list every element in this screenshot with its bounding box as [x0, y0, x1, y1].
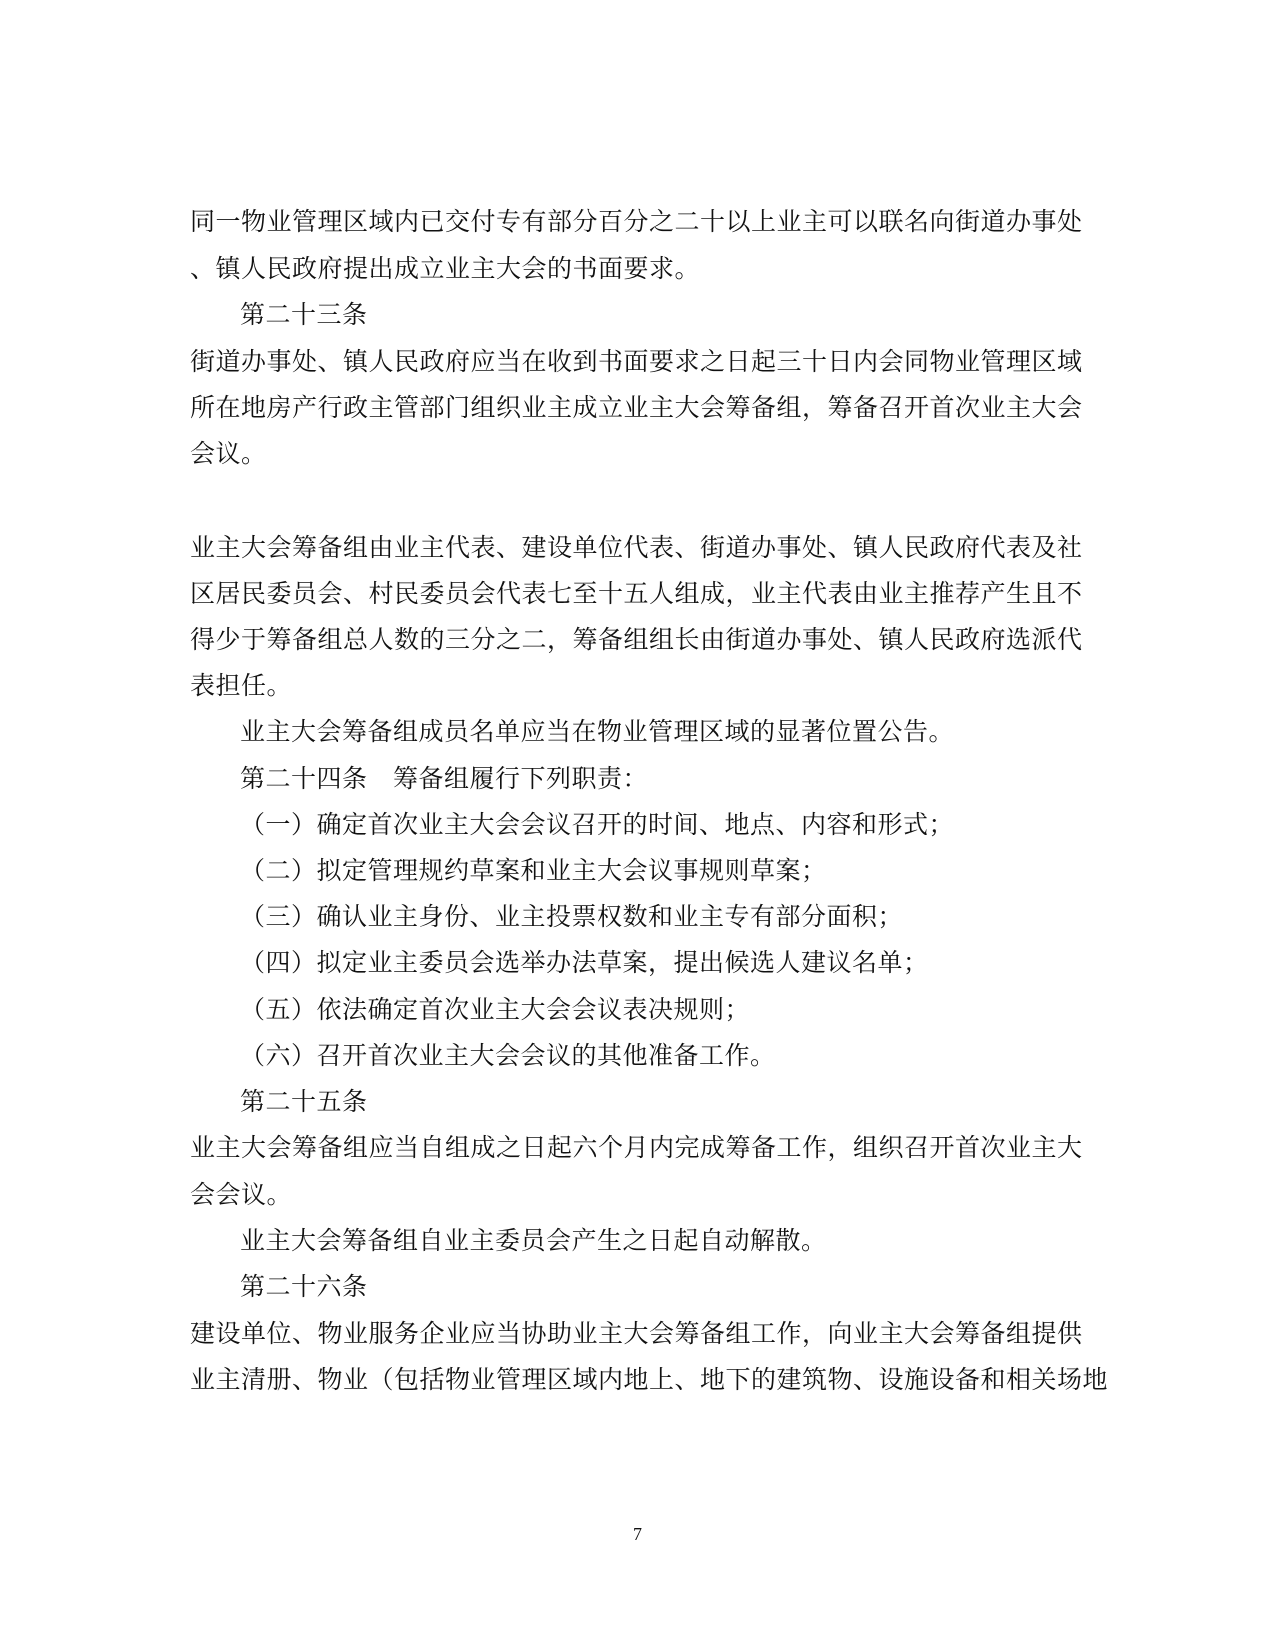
- text-line: 、镇人民政府提出成立业主大会的书面要求。: [190, 254, 701, 283]
- article-heading: 第二十六条: [240, 1272, 368, 1301]
- text-line: 业主大会筹备组成员名单应当在物业管理区域的显著位置公告。: [240, 717, 955, 746]
- list-item: （三）确认业主身份、业主投票权数和业主专有部分面积；: [240, 902, 904, 931]
- text-line: 得少于筹备组总人数的三分之二，筹备组组长由街道办事处、镇人民政府选派代: [190, 625, 1083, 654]
- text-line: 街道办事处、镇人民政府应当在收到书面要求之日起三十日内会同物业管理区域: [190, 347, 1083, 376]
- text-line: 区居民委员会、村民委员会代表七至十五人组成，业主代表由业主推荐产生且不: [190, 579, 1083, 608]
- article-heading: 第二十三条: [240, 300, 368, 329]
- text-line: 建设单位、物业服务企业应当协助业主大会筹备组工作，向业主大会筹备组提供: [190, 1319, 1083, 1348]
- list-item: （六）召开首次业主大会会议的其他准备工作。: [240, 1041, 776, 1070]
- text-line: 会会议。: [190, 1180, 293, 1209]
- article-heading: 第二十四条 筹备组履行下列职责：: [240, 764, 649, 793]
- page-number: 7: [633, 1524, 642, 1544]
- text-line: 业主清册、物业（包括物业管理区域内地上、地下的建筑物、设施设备和相关场地: [190, 1365, 1109, 1394]
- text-line: 业主大会筹备组由业主代表、建设单位代表、街道办事处、镇人民政府代表及社: [190, 533, 1083, 562]
- list-item: （四）拟定业主委员会选举办法草案，提出候选人建议名单；: [240, 948, 929, 977]
- list-item: （五）依法确定首次业主大会会议表决规则；: [240, 995, 751, 1024]
- text-line: 同一物业管理区域内已交付专有部分百分之二十以上业主可以联名向街道办事处: [190, 207, 1083, 236]
- list-item: （一）确定首次业主大会会议召开的时间、地点、内容和形式；: [240, 810, 955, 839]
- text-line: 所在地房产行政主管部门组织业主成立业主大会筹备组，筹备召开首次业主大会: [190, 393, 1083, 422]
- text-line: 业主大会筹备组应当自组成之日起六个月内完成筹备工作，组织召开首次业主大: [190, 1133, 1083, 1162]
- text-line: 业主大会筹备组自业主委员会产生之日起自动解散。: [240, 1226, 827, 1255]
- list-item: （二）拟定管理规约草案和业主大会议事规则草案；: [240, 856, 827, 885]
- text-line: 会议。: [190, 439, 267, 468]
- text-line: 表担任。: [190, 671, 293, 700]
- article-heading: 第二十五条: [240, 1087, 368, 1116]
